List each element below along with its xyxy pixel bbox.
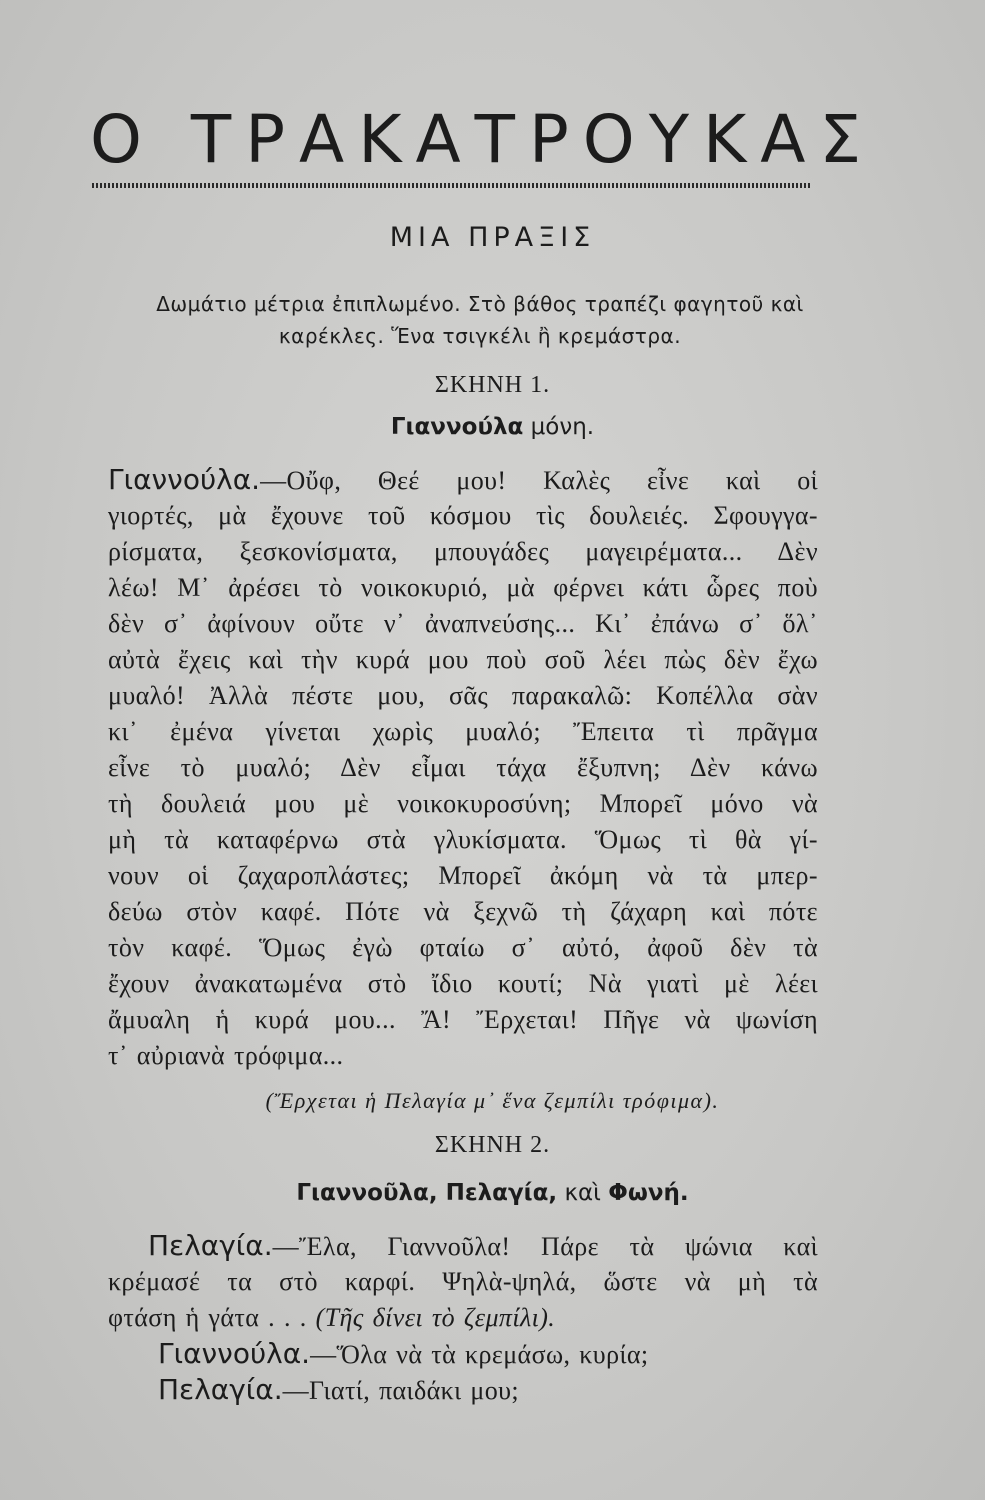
- monologue-line: [108, 462, 818, 498]
- monologue-line: ἄμυαλη ἡ κυρά μου... Ἄ! Ἔρχεται! Πῆγε νὰ ψωνίση: [108, 1005, 818, 1034]
- stage-direction: [120, 288, 840, 352]
- monologue-line: μυαλό! Ἀλλὰ πέστε μου, σᾶς παρακαλῶ: Κοπέλλα σὰν: [108, 681, 818, 710]
- monologue-line: τ᾽ αὐριανὰ τρόφιμα...: [108, 1041, 344, 1070]
- inline-stage-direction: (Τῆς δίνει τὸ ζεμπίλι).: [315, 1303, 556, 1332]
- speaker-name: Πελαγία.: [148, 1229, 273, 1262]
- character-name: Φωνή.: [608, 1180, 689, 1206]
- act-subtitle: ΜΙΑ ΠΡΑΞΙΣ: [389, 222, 596, 253]
- monologue-line: αὐτὰ ἔχεις καὶ τὴν κυρά μου ποὺ σοῦ λέει πὼς δὲν ἔχω: [108, 645, 818, 674]
- dialogue-text: —Γιατί, παιδάκι μου;: [282, 1376, 520, 1405]
- conjunction: καὶ: [557, 1180, 609, 1206]
- dialogue-line: [108, 1300, 818, 1336]
- speaker-name: Γιαννούλα.: [158, 1337, 311, 1370]
- monologue-line: δεύω στὸν καφέ. Πότε νὰ ξεχνῶ τὴ ζάχαρη καὶ πότε: [108, 897, 818, 926]
- monologue-line: νουν οἱ ζαχαροπλάστες; Μπορεῖ ἀκόμη νὰ τὰ μπερ-: [108, 861, 818, 890]
- scene-heading: ΣΚΗΝΗ 1.: [434, 372, 551, 398]
- dialogue-line: [108, 1228, 818, 1264]
- dialogue-line: [158, 1336, 868, 1372]
- dialogue-line: [158, 1372, 868, 1408]
- stage-direction-line: Δωμάτιο μέτρια ἐπιπλωμένο. Στὸ βάθος τραπέζι φαγητοῦ καὶ: [156, 292, 804, 316]
- entrance-direction: (Ἔρχεται ἡ Πελαγία μ᾽ ἕνα ζεμπίλι τρόφιμα).: [265, 1088, 720, 1113]
- scene-characters: [0, 414, 985, 440]
- character-names: Γιαννοῦλα, Πελαγία,: [296, 1180, 558, 1206]
- dialogue-line: κρέμασέ τα στὸ καρφί. Ψηλὰ-ψηλά, ὥστε νὰ μὴ τὰ: [108, 1267, 818, 1296]
- monologue-line: ρίσματα, ξεσκονίσματα, μπουγάδες μαγειρέματα... Δὲν: [108, 537, 818, 566]
- character-name: Γιαννούλα: [390, 414, 524, 440]
- dialogue-text: φτάση ἡ γάτα . . .: [108, 1303, 316, 1332]
- monologue-line: τὸν καφέ. Ὅμως ἐγὼ φταίω σ᾽ αὐτό, ἀφοῦ δὲν τὰ: [108, 933, 818, 962]
- monologue-line: λέω! Μ᾽ ἀρέσει τὸ νοικοκυριό, μὰ φέρνει κάτι ὧρες ποὺ: [108, 573, 818, 602]
- monologue-line: τὴ δουλειά μου μὲ νοικοκυροσύνη; Μπορεῖ μόνο νὰ: [108, 789, 818, 818]
- monologue-line: κι᾽ ἐμένα γίνεται χωρὶς μυαλό; Ἔπειτα τὶ πρᾶγμα: [108, 717, 818, 746]
- scene-characters: [0, 1180, 985, 1206]
- stage-direction-line: καρέκλες. Ἕνα τσιγκέλι ἢ κρεμάστρα.: [278, 324, 682, 348]
- monologue-line: ἔχουν ἀνακατωμένα στὸ ἴδιο κουτί; Νὰ γιατὶ μὲ λέει: [108, 969, 818, 998]
- monologue-line: γιορτές, μὰ ἔχουνε τοῦ κόσμου τὶς δουλειές. Σφουγγα-: [108, 501, 818, 530]
- speaker-name: Πελαγία.: [158, 1373, 283, 1406]
- monologue-line: δὲν σ᾽ ἀφίνουν οὔτε ν᾽ ἀναπνεύσης... Κι᾽ ἐπάνω σ᾽ ὅλ᾽: [108, 609, 818, 638]
- monologue-text: —Οὔφ, Θεέ μου! Καλὲς εἶνε καὶ οἱ: [260, 466, 818, 495]
- characters-note: μόνη.: [523, 414, 595, 440]
- monologue-line: εἶνε τὸ μυαλό; Δὲν εἶμαι τάχα ἔξυπνη; Δὲν κάνω: [108, 753, 818, 782]
- play-title: Ο ΤΡΑΚΑΤΡΟΥΚΑΣ: [90, 101, 876, 178]
- dialogue-text: —Ὅλα νὰ τὰ κρεμάσω, κυρία;: [310, 1340, 649, 1369]
- scene-heading: ΣΚΗΝΗ 2.: [434, 1132, 551, 1158]
- dialogue-text: —Ἔλα, Γιαννοῦλα! Πάρε τὰ ψώνια καὶ: [272, 1232, 818, 1261]
- monologue-line: μὴ τὰ καταφέρνω στὰ γλυκίσματα. Ὅμως τὶ θὰ γί-: [108, 825, 818, 854]
- speaker-name: Γιαννούλα.: [108, 463, 261, 496]
- dotted-rule: [92, 183, 810, 188]
